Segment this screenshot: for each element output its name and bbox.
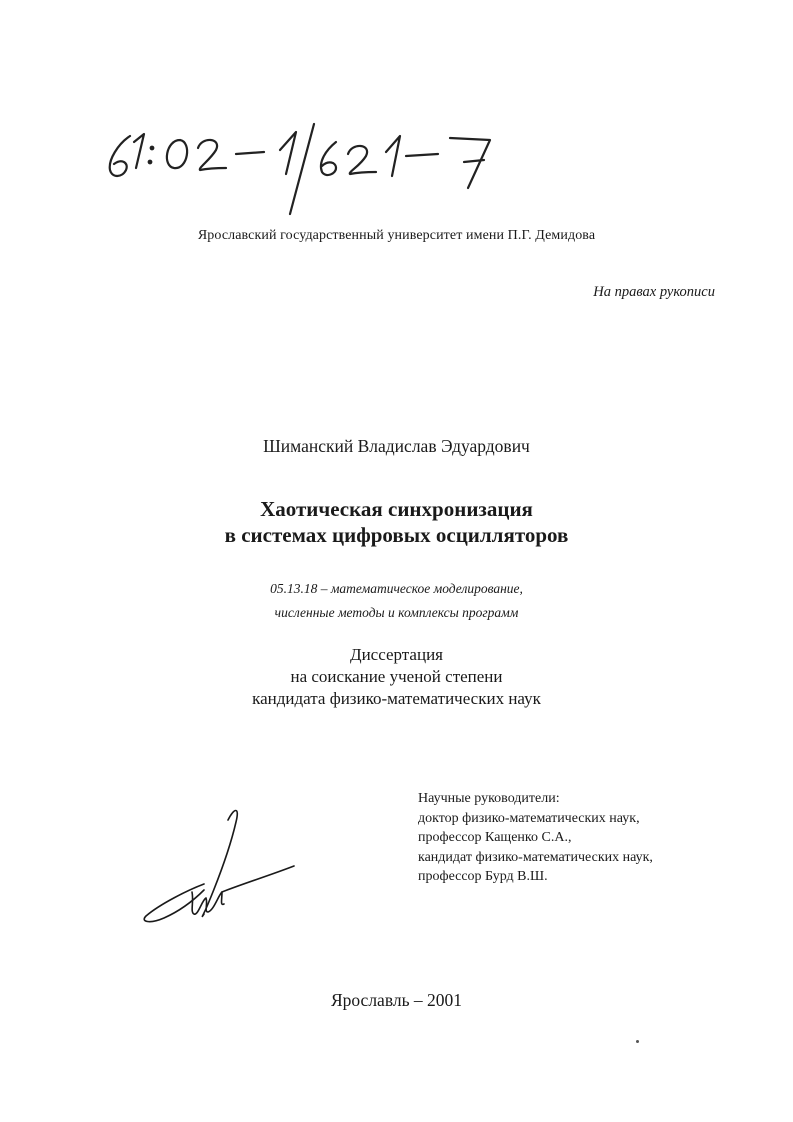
thesis-title-line-2: в системах цифровых осцилляторов xyxy=(224,523,569,547)
author-name: Шиманский Владислав Эдуардович xyxy=(263,436,530,456)
degree-statement xyxy=(0,644,793,710)
place-and-year: Ярославль – 2001 xyxy=(330,990,463,1010)
thesis-title-line-1: Хаотическая синхронизация xyxy=(260,497,533,521)
specialty-line-1: 05.13.18 – математическое моделирование, xyxy=(270,581,523,596)
supervisor-2-degree: кандидат физико-математических наук, xyxy=(418,849,653,865)
university-name: Ярославский государственный университет имени П.Г. Демидова xyxy=(197,228,596,243)
degree-line-1: Диссертация xyxy=(349,645,443,664)
manuscript-note: На правах рукописи xyxy=(593,284,715,300)
scan-speck xyxy=(636,1040,639,1043)
handwritten-signature xyxy=(138,800,298,930)
supervisor-1-degree: доктор физико-математических наук, xyxy=(418,810,640,826)
handwritten-archive-number xyxy=(100,118,510,218)
thesis-title xyxy=(0,496,793,548)
supervisor-2-name: профессор Бурд В.Ш. xyxy=(418,869,548,884)
specialty-line-2: численные методы и комплексы программ xyxy=(274,605,519,620)
supervisors-block xyxy=(418,789,653,887)
degree-line-2: на соискание ученой степени xyxy=(290,667,503,686)
specialty-code xyxy=(0,577,793,625)
supervisor-1-name: профессор Кащенко С.А., xyxy=(418,830,572,845)
degree-line-3: кандидата физико-математических наук xyxy=(252,689,541,708)
supervisors-heading: Научные руководители: xyxy=(418,791,560,806)
